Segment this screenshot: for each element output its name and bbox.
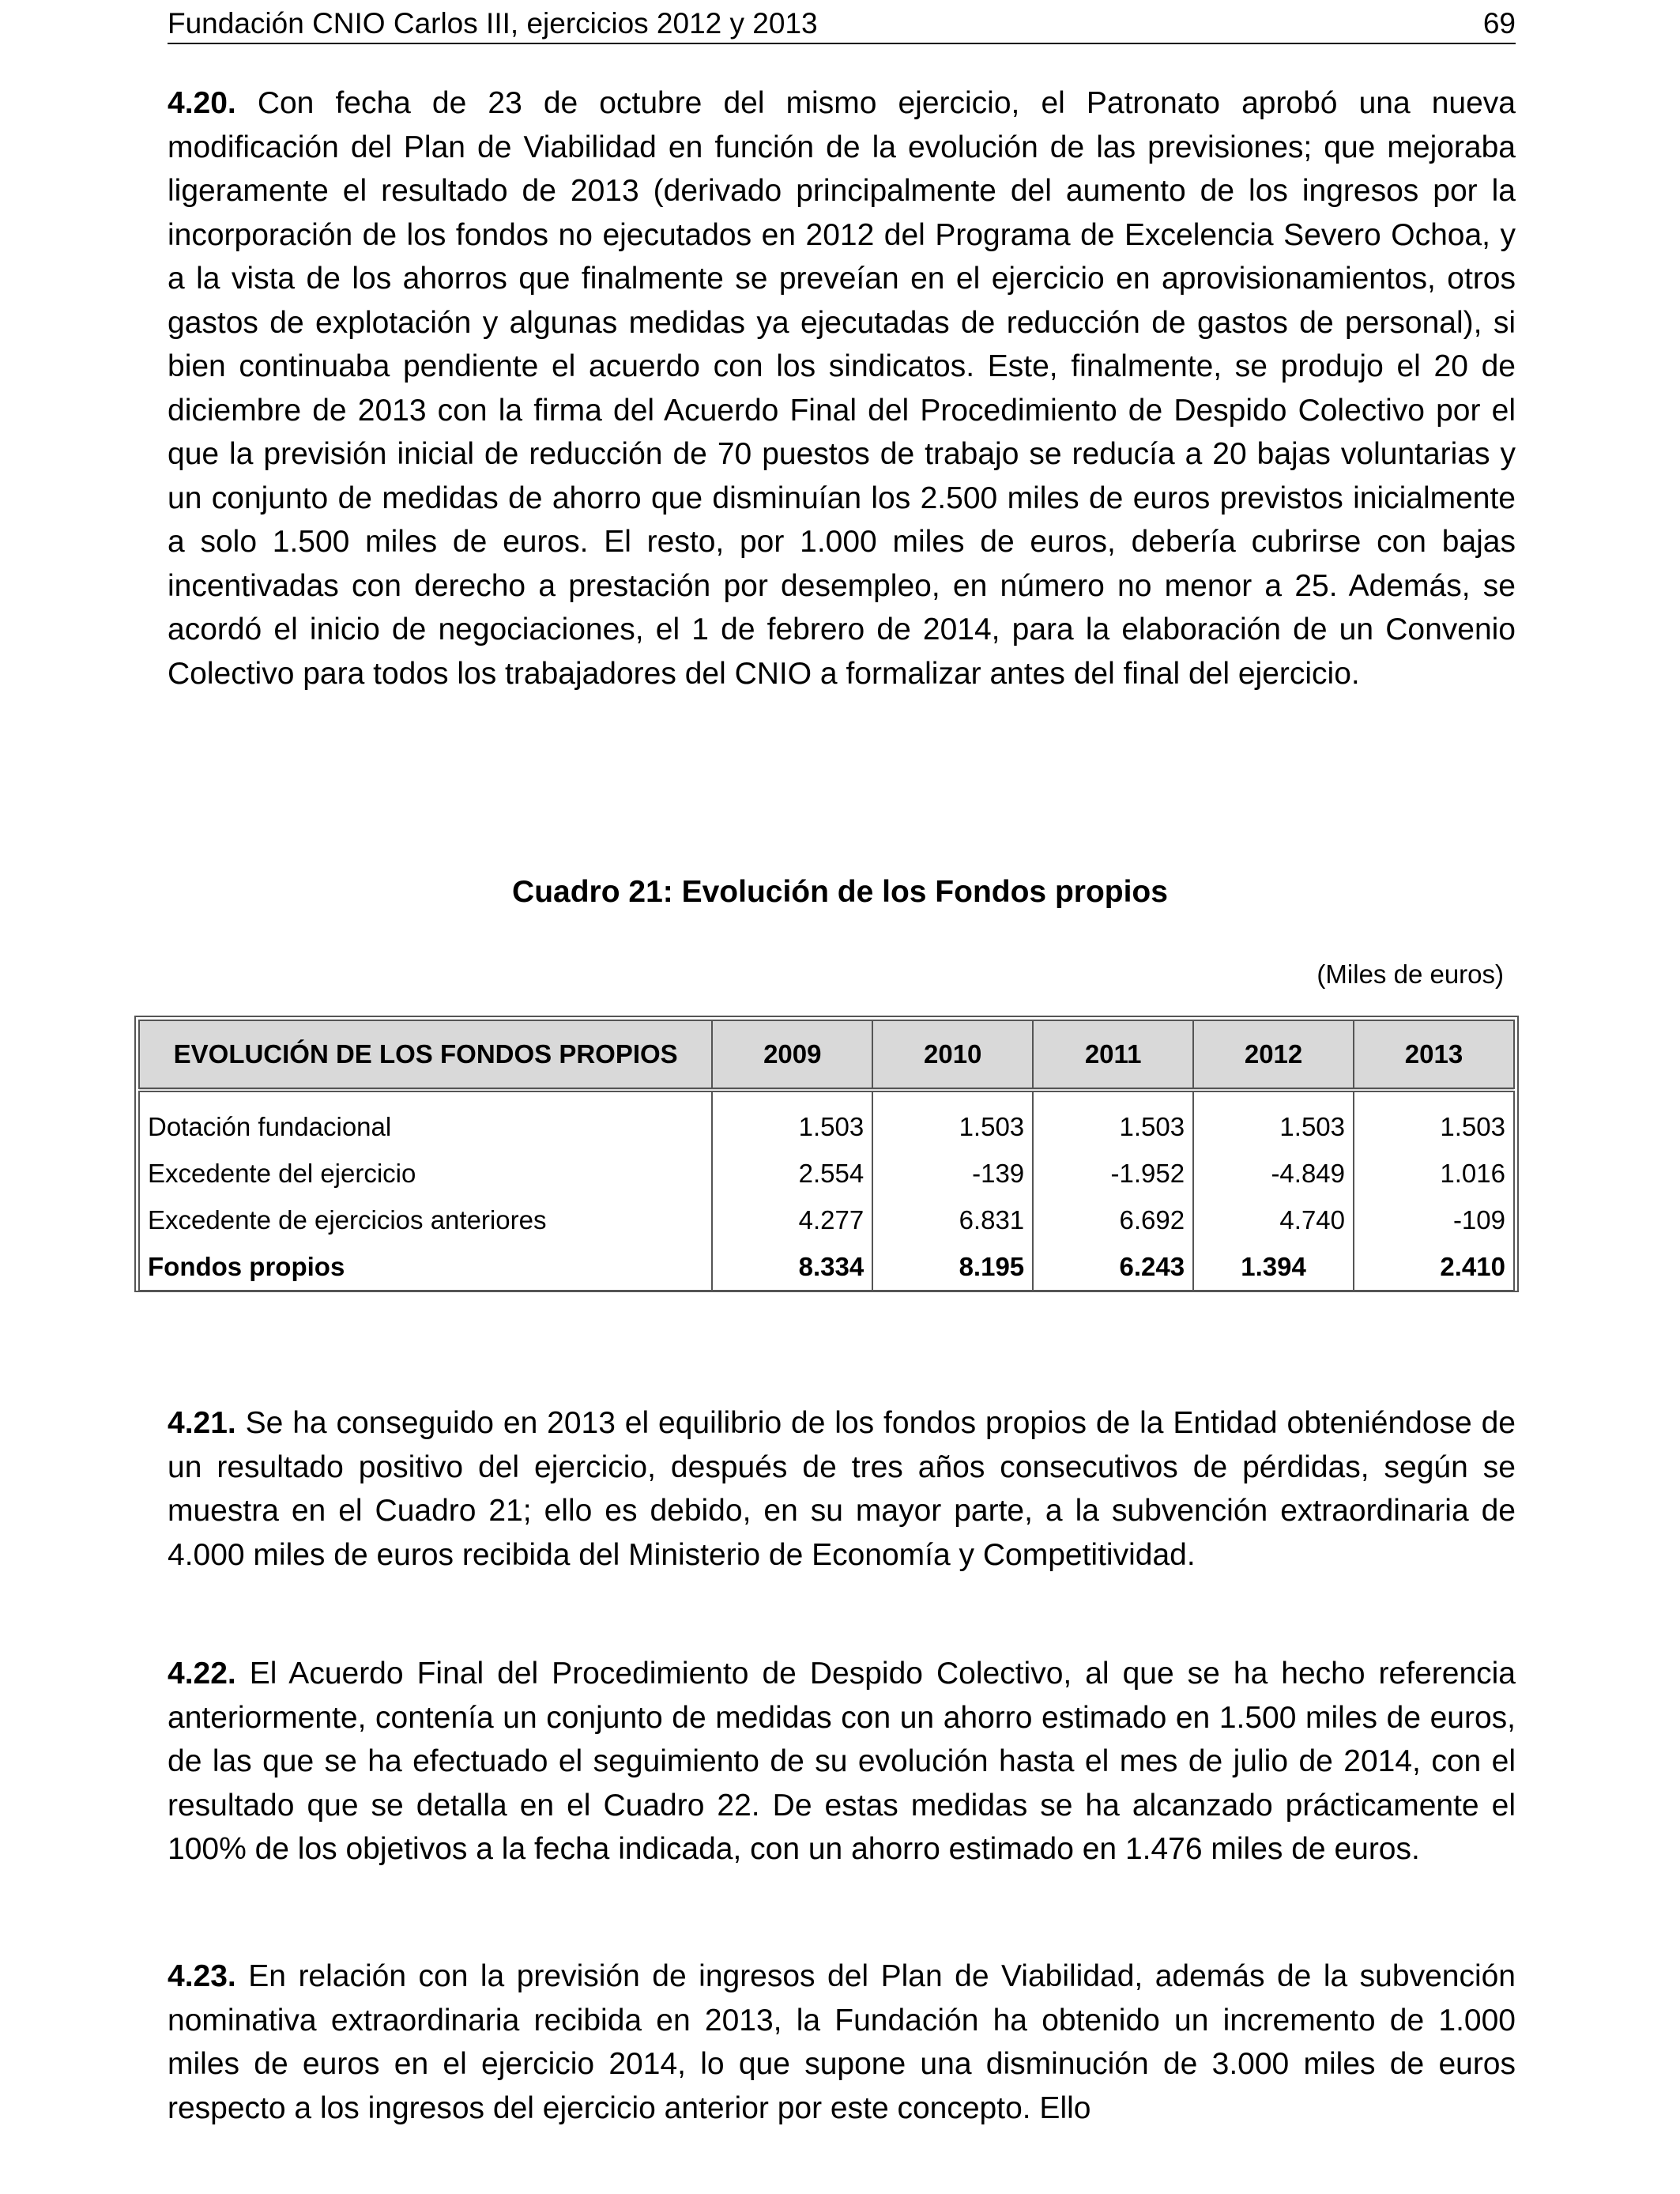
paragraph-number: 4.22.	[168, 1657, 236, 1691]
table-cell: -4.849	[1193, 1150, 1354, 1197]
paragraph-text: En relación con la previsión de ingresos del Plan de Viabilidad, además de la subvención nominativa extraordinaria recibida en 2013, la Fundación ha obtenido un incremento de 1.000 miles de euros en el ejercicio 2014, lo que supone una disminución de 3.000 miles de euros respecto a los ingresos del ejercicio anterior por este concepto. Ello	[168, 1959, 1516, 2125]
table-cell: -109	[1354, 1197, 1514, 1243]
table-cell: 1.394	[1193, 1243, 1354, 1291]
table-cell: 1.503	[1193, 1090, 1354, 1150]
column-header: EVOLUCIÓN DE LOS FONDOS PROPIOS	[139, 1020, 712, 1090]
table-cell: 2.410	[1354, 1243, 1514, 1291]
table-row	[139, 1150, 1514, 1197]
table-cell: 1.503	[712, 1090, 872, 1150]
table-cell: 8.334	[712, 1243, 872, 1291]
paragraph-number: 4.21.	[168, 1406, 236, 1440]
table-unit: (Miles de euros)	[1317, 959, 1504, 989]
row-label: Fondos propios	[139, 1243, 712, 1291]
funds-table-frame	[134, 1016, 1519, 1292]
page-number: 69	[1482, 7, 1516, 40]
table-cell: 4.277	[712, 1197, 872, 1243]
table-cell: -139	[872, 1150, 1033, 1197]
table-total-row	[139, 1243, 1514, 1291]
column-header: 2013	[1354, 1020, 1514, 1090]
table-cell: 1.503	[872, 1090, 1033, 1150]
table-cell: 6.692	[1033, 1197, 1193, 1243]
paragraph-text: Se ha conseguido en 2013 el equilibrio de los fondos propios de la Entidad obteniéndose de un resultado positivo del ejercicio, después de tres años consecutivos de pérdidas, según se muestra en el Cuadro 21; ello es debido, en su mayor parte, a la subvención extraordinaria de 4.000 miles de euros recibida del Ministerio de Economía y Competitividad.	[168, 1406, 1516, 1572]
document-title: Fundación CNIO Carlos III, ejercicios 2012 y 2013	[168, 7, 818, 40]
paragraph-number: 4.23.	[168, 1959, 236, 1993]
table-cell: 1.503	[1354, 1090, 1514, 1150]
table-cell: 1.016	[1354, 1150, 1514, 1197]
row-label: Excedente de ejercicios anteriores	[139, 1197, 712, 1243]
table-cell: 4.740	[1193, 1197, 1354, 1243]
column-header: 2012	[1193, 1020, 1354, 1090]
paragraph-4-21	[168, 1401, 1516, 1577]
column-header: 2011	[1033, 1020, 1193, 1090]
table-cell: 6.831	[872, 1197, 1033, 1243]
table-cell: 1.503	[1033, 1090, 1193, 1150]
table-cell: 2.554	[712, 1150, 872, 1197]
paragraph-text: Con fecha de 23 de octubre del mismo ejercicio, el Patronato aprobó una nueva modificación del Plan de Viabilidad en función de la evolución de las previsiones; que mejoraba ligeramente el resultado de 2013 (derivado principalmente del aumento de los ingresos por la incorporación de los fondos no ejecutados en 2012 del Programa de Excelencia Severo Ochoa, y a la vista de los ahorros que finalmente se preveían en el ejercicio en aprovisionamientos, otros gastos de explotación y algunas medidas ya ejecutadas de reducción de gastos de personal), si bien continuaba pendiente el acuerdo con los sindicatos. Este, finalmente, se produjo el 20 de diciembre de 2013 con la firma del Acuerdo Final del Procedimiento de Despido Colectivo por el que la previsión inicial de reducción de 70 puestos de trabajo se reducía a 20 bajas voluntarias y un conjunto de medidas de ahorro que disminuían los 2.500 miles de euros previstos inicialmente a solo 1.500 miles de euros. El resto, por 1.000 miles de euros, debería cubrirse con bajas incentivadas con derecho a prestación por desempleo, en número no menor a 25. Además, se acordó el inicio de negociaciones, el 1 de febrero de 2014, para la elaboración de un Convenio Colectivo para todos los trabajadores del CNIO a formalizar antes del final del ejercicio.	[168, 86, 1516, 691]
paragraph-4-22	[168, 1652, 1516, 1872]
table-row	[139, 1090, 1514, 1150]
table-title: Cuadro 21: Evolución de los Fondos propios	[512, 875, 1168, 909]
column-header: 2010	[872, 1020, 1033, 1090]
table-cell: 8.195	[872, 1243, 1033, 1291]
table-row	[139, 1197, 1514, 1243]
page-header	[168, 5, 1516, 44]
paragraph-4-23	[168, 1955, 1516, 2130]
row-label: Dotación fundacional	[139, 1090, 712, 1150]
table-cell: 6.243	[1033, 1243, 1193, 1291]
paragraph-text: El Acuerdo Final del Procedimiento de Despido Colectivo, al que se ha hecho referencia anteriormente, contenía un conjunto de medidas con un ahorro estimado en 1.500 miles de euros, de las que se ha efectuado el seguimiento de su evolución hasta el mes de julio de 2014, con el resultado que se detalla en el Cuadro 22. De estas medidas se ha alcanzado prácticamente el 100% de los objetivos a la fecha indicada, con un ahorro estimado en 1.476 miles de euros.	[168, 1657, 1516, 1866]
paragraph-4-20	[168, 81, 1516, 696]
paragraph-number: 4.20.	[168, 86, 236, 120]
row-label: Excedente del ejercicio	[139, 1150, 712, 1197]
funds-table	[138, 1020, 1515, 1291]
table-header-row	[139, 1020, 1514, 1090]
table-cell: -1.952	[1033, 1150, 1193, 1197]
column-header: 2009	[712, 1020, 872, 1090]
